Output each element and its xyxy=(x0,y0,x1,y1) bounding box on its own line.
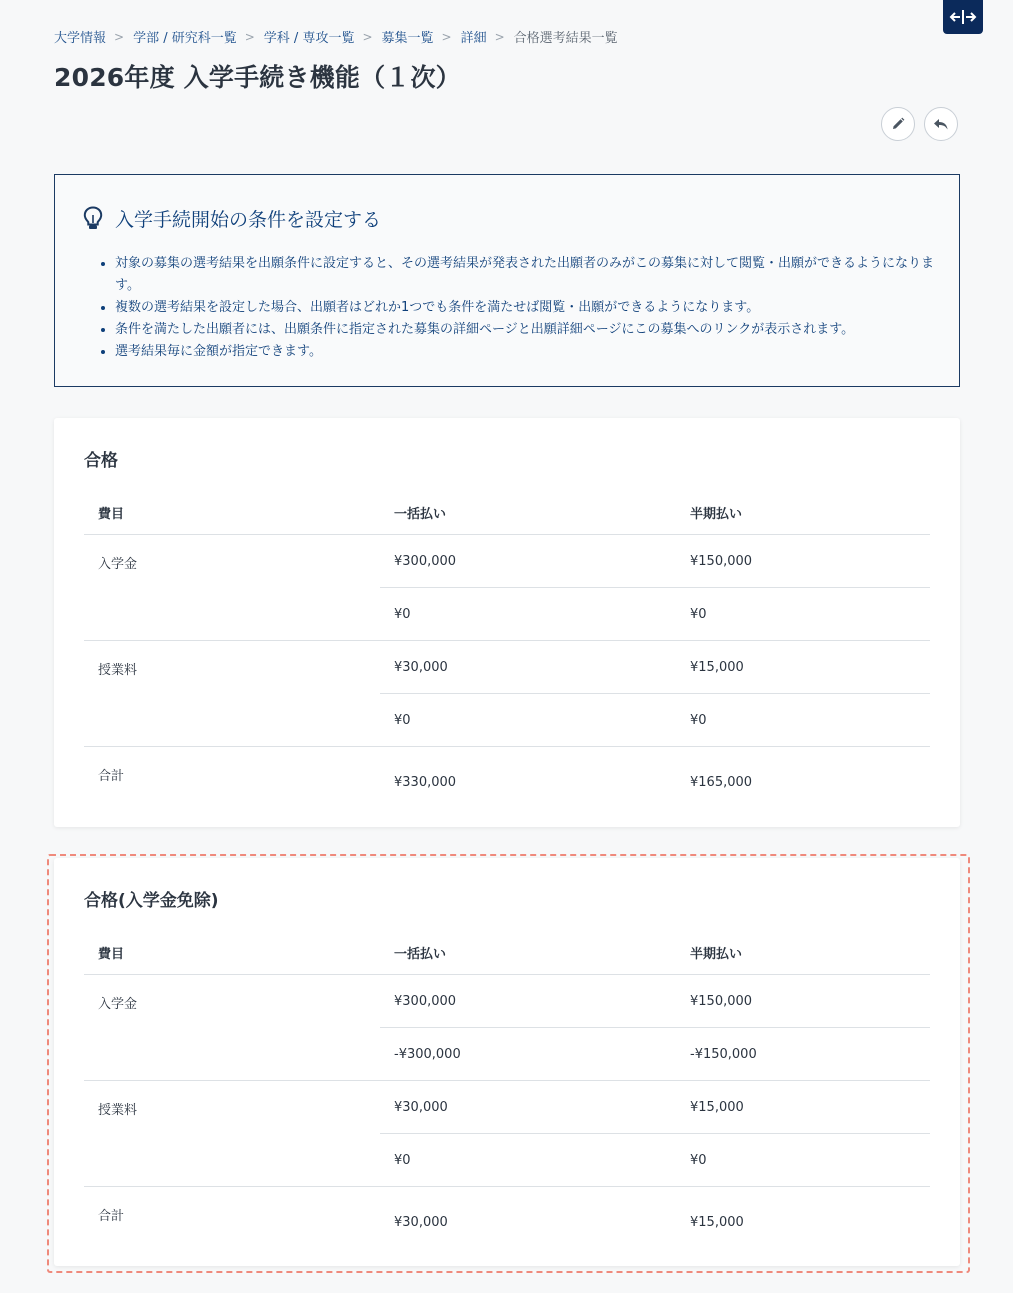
breadcrumb-current-pass-results: 合格選考結果一覧 xyxy=(513,31,618,46)
breadcrumb-separator: > xyxy=(441,29,452,44)
fee-table xyxy=(84,490,930,817)
fee-item-cell: 合計 xyxy=(98,769,125,784)
half-year-cell: ¥15,000 xyxy=(676,1081,930,1134)
lump-sum-cell: ¥330,000 xyxy=(394,774,457,790)
table-header-row xyxy=(84,490,930,535)
lump-sum-cell: ¥0 xyxy=(380,694,676,747)
info-title: 入学手続開始の条件を設定する xyxy=(115,209,382,231)
table-row xyxy=(84,975,930,1028)
half-year-cell: ¥150,000 xyxy=(676,975,930,1028)
half-year-cell: ¥150,000 xyxy=(676,535,930,588)
lightbulb-icon xyxy=(83,206,103,232)
undo-arrow-icon xyxy=(933,117,949,131)
fee-item-cell: 入学金 xyxy=(84,535,380,641)
result-title: 合格(入学金免除) xyxy=(84,891,219,911)
fee-item-cell: 授業料 xyxy=(84,1081,380,1187)
half-year-cell: ¥0 xyxy=(676,694,930,747)
header-item: 費目 xyxy=(84,490,380,535)
lump-sum-cell: -¥300,000 xyxy=(380,1028,676,1081)
result-card-pass xyxy=(54,418,960,827)
table-header-row xyxy=(84,930,930,975)
header-half-year: 半期払い xyxy=(676,490,930,535)
info-header xyxy=(83,205,381,232)
table-row xyxy=(84,1081,930,1134)
table-row-total xyxy=(84,1187,930,1258)
table-row xyxy=(84,535,930,588)
breadcrumb-separator: > xyxy=(362,29,373,44)
header-lump-sum: 一括払い xyxy=(380,930,676,975)
breadcrumb xyxy=(54,27,618,46)
header-lump-sum: 一括払い xyxy=(380,490,676,535)
breadcrumb-detail[interactable]: 詳細 xyxy=(460,31,487,46)
info-item: • 対象の募集の選考結果を出願条件に設定すると、その選考結果が発表された出願者のみがこの募集に対して閲覧・出願ができるようになります。 xyxy=(115,253,955,297)
breadcrumb-separator: > xyxy=(114,29,125,44)
header-item: 費目 xyxy=(84,930,380,975)
pencil-icon xyxy=(891,117,905,131)
fee-table xyxy=(84,930,930,1257)
arrows-left-right-icon xyxy=(949,8,977,26)
lump-sum-cell: ¥300,000 xyxy=(380,975,676,1028)
lump-sum-cell: ¥0 xyxy=(380,1134,676,1187)
table-row-total xyxy=(84,747,930,818)
table-row xyxy=(84,641,930,694)
info-list xyxy=(95,253,955,363)
breadcrumb-university-info[interactable]: 大学情報 xyxy=(54,31,107,46)
info-item: • 選考結果毎に金額が指定できます。 xyxy=(115,341,955,363)
breadcrumb-separator: > xyxy=(244,29,255,44)
breadcrumb-separator: > xyxy=(494,29,505,44)
breadcrumb-recruitment-list[interactable]: 募集一覧 xyxy=(381,31,434,46)
fee-item-cell: 入学金 xyxy=(84,975,380,1081)
edit-button[interactable] xyxy=(881,107,915,141)
lump-sum-cell: ¥300,000 xyxy=(380,535,676,588)
back-button[interactable] xyxy=(924,107,958,141)
lump-sum-cell: ¥0 xyxy=(380,588,676,641)
info-item: • 複数の選考結果を設定した場合、出願者はどれか1つでも条件を満たせば閲覧・出願ができるようになります。 xyxy=(115,297,955,319)
expand-width-button[interactable] xyxy=(943,0,983,34)
half-year-cell: ¥0 xyxy=(676,588,930,641)
breadcrumb-faculty-list[interactable]: 学部 / 研究科一覧 xyxy=(133,31,237,46)
fee-item-cell: 合計 xyxy=(98,1209,125,1224)
lump-sum-cell: ¥30,000 xyxy=(394,1214,448,1230)
half-year-cell: ¥15,000 xyxy=(676,641,930,694)
info-item: • 条件を満たした出願者には、出願条件に指定された募集の詳細ページと出願詳細ページにこの募集へのリンクが表示されます。 xyxy=(115,319,955,341)
half-year-cell: -¥150,000 xyxy=(676,1028,930,1081)
half-year-cell: ¥165,000 xyxy=(690,774,753,790)
lump-sum-cell: ¥30,000 xyxy=(380,641,676,694)
result-card-pass-fee-exempt xyxy=(54,858,960,1266)
condition-info-box xyxy=(54,174,960,387)
half-year-cell: ¥15,000 xyxy=(690,1214,744,1230)
lump-sum-cell: ¥30,000 xyxy=(380,1081,676,1134)
fee-item-cell: 授業料 xyxy=(84,641,380,747)
breadcrumb-department-list[interactable]: 学科 / 専攻一覧 xyxy=(263,31,355,46)
half-year-cell: ¥0 xyxy=(676,1134,930,1187)
result-title: 合格 xyxy=(84,451,118,471)
page-title: 2026年度 入学手続き機能（１次） xyxy=(54,63,461,92)
header-half-year: 半期払い xyxy=(676,930,930,975)
